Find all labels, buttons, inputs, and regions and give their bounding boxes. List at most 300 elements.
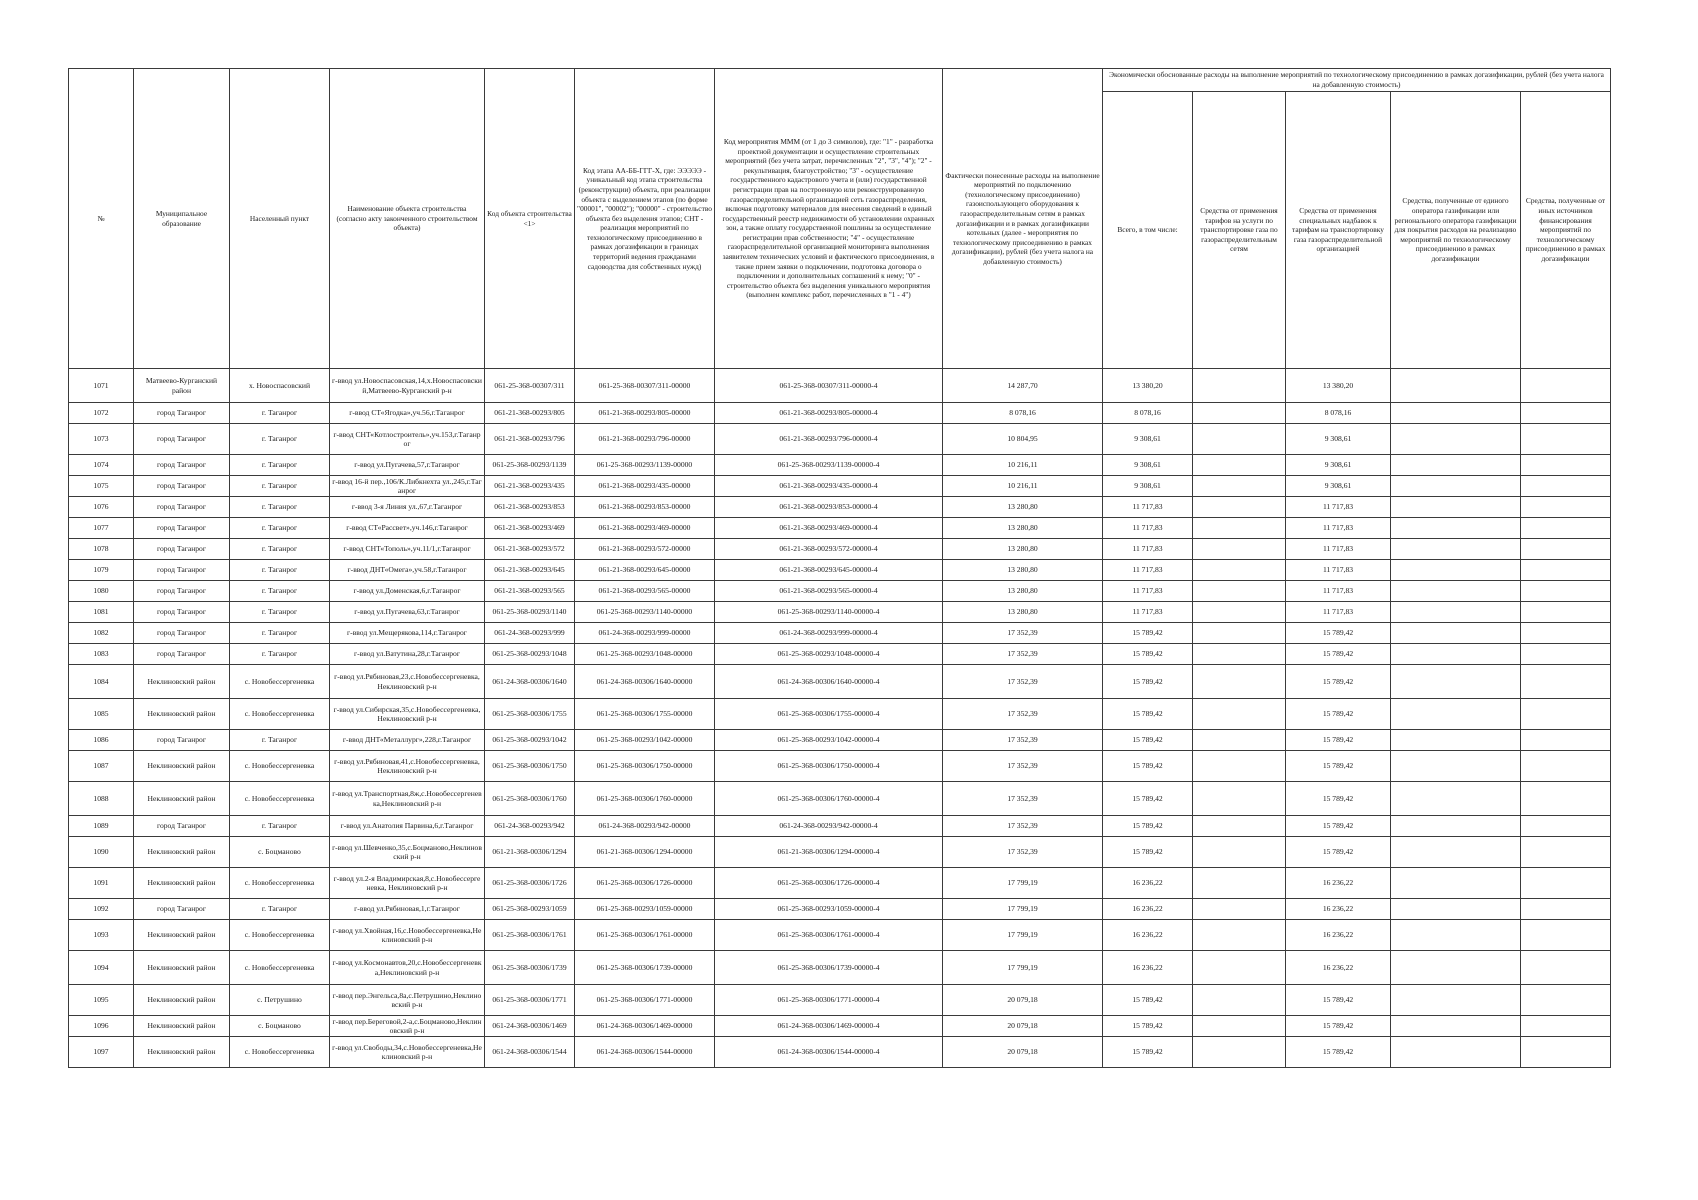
- stage-code-cell: 061-25-368-00306/1726-00000: [575, 868, 715, 899]
- operator-funds-cell: [1391, 424, 1521, 455]
- row-number: 1080: [69, 581, 134, 602]
- object-code-cell: 061-21-368-00293/565: [485, 581, 575, 602]
- surcharges-cell: 15 789,42: [1286, 1016, 1391, 1037]
- table-row: [69, 837, 1611, 868]
- object-code-cell: 061-25-368-00293/1042: [485, 730, 575, 751]
- other-sources-cell: [1521, 1016, 1611, 1037]
- object-name-cell: г-ввод ул.Анатолия Парвина,6,г.Таганрог: [330, 816, 485, 837]
- actual-costs-cell: 17 799,19: [943, 920, 1103, 951]
- table-row: [69, 424, 1611, 455]
- stage-code-cell: 061-24-368-00306/1640-00000: [575, 665, 715, 699]
- event-code-cell: 061-24-368-00306/1640-00000-4: [715, 665, 943, 699]
- tariffs-cell: [1193, 985, 1286, 1016]
- surcharges-cell: 13 380,20: [1286, 369, 1391, 403]
- total-cell: 15 789,42: [1103, 1037, 1193, 1068]
- actual-costs-cell: 10 216,11: [943, 476, 1103, 497]
- event-code-cell: 061-21-368-00293/565-00000-4: [715, 581, 943, 602]
- settlement-cell: г. Таганрог: [230, 403, 330, 424]
- row-number: 1093: [69, 920, 134, 951]
- object-code-cell: 061-21-368-00293/435: [485, 476, 575, 497]
- table-row: [69, 951, 1611, 985]
- object-name-cell: г-ввод пер.Энгельса,8а,с.Петрушино,Неклиновский р-н: [330, 985, 485, 1016]
- municipality-cell: Неклиновский район: [134, 782, 230, 816]
- actual-costs-cell: 17 352,39: [943, 699, 1103, 730]
- municipality-cell: город Таганрог: [134, 403, 230, 424]
- stage-code-cell: 061-21-368-00293/435-00000: [575, 476, 715, 497]
- municipality-cell: Неклиновский район: [134, 751, 230, 782]
- actual-costs-cell: 20 079,18: [943, 985, 1103, 1016]
- stage-code-cell: 061-25-368-00293/1042-00000: [575, 730, 715, 751]
- municipality-cell: город Таганрог: [134, 455, 230, 476]
- actual-costs-cell: 13 280,80: [943, 560, 1103, 581]
- other-sources-cell: [1521, 1037, 1611, 1068]
- row-number: 1095: [69, 985, 134, 1016]
- other-sources-cell: [1521, 476, 1611, 497]
- object-code-cell: 061-21-368-00293/572: [485, 539, 575, 560]
- total-cell: 15 789,42: [1103, 623, 1193, 644]
- settlement-cell: с. Новобессергеневка: [230, 951, 330, 985]
- operator-funds-cell: [1391, 644, 1521, 665]
- other-sources-cell: [1521, 644, 1611, 665]
- tariffs-cell: [1193, 899, 1286, 920]
- other-sources-cell: [1521, 699, 1611, 730]
- row-number: 1096: [69, 1016, 134, 1037]
- col-header-settlement: Населенный пункт: [230, 69, 330, 369]
- surcharges-cell: 9 308,61: [1286, 455, 1391, 476]
- operator-funds-cell: [1391, 518, 1521, 539]
- surcharges-cell: 11 717,83: [1286, 539, 1391, 560]
- municipality-cell: город Таганрог: [134, 518, 230, 539]
- tariffs-cell: [1193, 581, 1286, 602]
- municipality-cell: Неклиновский район: [134, 920, 230, 951]
- operator-funds-cell: [1391, 837, 1521, 868]
- tariffs-cell: [1193, 699, 1286, 730]
- stage-code-cell: 061-25-368-00293/1139-00000: [575, 455, 715, 476]
- table-row: [69, 560, 1611, 581]
- object-name-cell: г-ввод ул.Мещерякова,114,г.Таганрог: [330, 623, 485, 644]
- settlement-cell: г. Таганрог: [230, 476, 330, 497]
- tariffs-cell: [1193, 644, 1286, 665]
- document-sheet: [68, 68, 1610, 1068]
- table-row: [69, 665, 1611, 699]
- municipality-cell: Неклиновский район: [134, 868, 230, 899]
- object-name-cell: г-ввод ул.Ватутина,28,г.Таганрог: [330, 644, 485, 665]
- col-header-stage-code: Код этапа АА-ББ-ГГГ-Х, где: ЭЭЭЭЭ - уникальный код этапа строительства (реконструкции) объекта, при реализации объекта с выделением этапов (по форме "00001", "00002"); "00000" - строительство объекта без выделения этапов; СНТ - реализация мероприятий по технологическому присоединению в рамках догазификации в границах территорий ведения гражданами садоводства для собственных нужд): [575, 69, 715, 369]
- row-number: 1078: [69, 539, 134, 560]
- stage-code-cell: 061-24-368-00293/942-00000: [575, 816, 715, 837]
- operator-funds-cell: [1391, 985, 1521, 1016]
- stage-code-cell: 061-25-368-00307/311-00000: [575, 369, 715, 403]
- stage-code-cell: 061-21-368-00293/805-00000: [575, 403, 715, 424]
- settlement-cell: с. Новобессергеневка: [230, 868, 330, 899]
- operator-funds-cell: [1391, 868, 1521, 899]
- row-number: 1077: [69, 518, 134, 539]
- other-sources-cell: [1521, 602, 1611, 623]
- other-sources-cell: [1521, 951, 1611, 985]
- tariffs-cell: [1193, 920, 1286, 951]
- municipality-cell: Неклиновский район: [134, 665, 230, 699]
- tariffs-cell: [1193, 455, 1286, 476]
- col-header-actual-costs: Фактически понесенные расходы на выполнение мероприятий по подключению (технологическому присоединению) газоиспользующего оборудования к газораспределительным сетям в рамках догазификации и в рамках догазификации котельных (далее - мероприятия по технологическому присоединению в рамках догазификации), рублей (без учета налога на добавленную стоимость): [943, 69, 1103, 369]
- municipality-cell: город Таганрог: [134, 730, 230, 751]
- object-name-cell: г-ввод ул.Рябиновая,41,с.Новобессергеневка, Неклиновский р-н: [330, 751, 485, 782]
- event-code-cell: 061-25-368-00306/1726-00000-4: [715, 868, 943, 899]
- actual-costs-cell: 8 078,16: [943, 403, 1103, 424]
- row-number: 1087: [69, 751, 134, 782]
- object-code-cell: 061-21-368-00306/1294: [485, 837, 575, 868]
- event-code-cell: 061-25-368-00306/1761-00000-4: [715, 920, 943, 951]
- other-sources-cell: [1521, 497, 1611, 518]
- settlement-cell: с. Новобессергеневка: [230, 782, 330, 816]
- total-cell: 15 789,42: [1103, 751, 1193, 782]
- total-cell: 15 789,42: [1103, 985, 1193, 1016]
- stage-code-cell: 061-25-368-00306/1739-00000: [575, 951, 715, 985]
- row-number: 1091: [69, 868, 134, 899]
- operator-funds-cell: [1391, 1016, 1521, 1037]
- settlement-cell: г. Таганрог: [230, 518, 330, 539]
- object-name-cell: г-ввод ул.Свободы,34,с.Новобессергеневка,Неклиновский р-н: [330, 1037, 485, 1068]
- actual-costs-cell: 13 280,80: [943, 539, 1103, 560]
- operator-funds-cell: [1391, 899, 1521, 920]
- other-sources-cell: [1521, 518, 1611, 539]
- table-row: [69, 476, 1611, 497]
- tariffs-cell: [1193, 424, 1286, 455]
- other-sources-cell: [1521, 837, 1611, 868]
- tariffs-cell: [1193, 816, 1286, 837]
- object-name-cell: г-ввод ул.Космонавтов,20,с.Новобессергеневка,Неклиновский р-н: [330, 951, 485, 985]
- total-cell: 16 236,22: [1103, 951, 1193, 985]
- table-row: [69, 518, 1611, 539]
- tariffs-cell: [1193, 665, 1286, 699]
- table-row: [69, 751, 1611, 782]
- other-sources-cell: [1521, 403, 1611, 424]
- object-name-cell: г-ввод СНТ«Котлостроитель»,уч.153,г.Таганрог: [330, 424, 485, 455]
- total-cell: 13 380,20: [1103, 369, 1193, 403]
- total-cell: 15 789,42: [1103, 644, 1193, 665]
- event-code-cell: 061-24-368-00293/999-00000-4: [715, 623, 943, 644]
- municipality-cell: город Таганрог: [134, 560, 230, 581]
- stage-code-cell: 061-25-368-00306/1761-00000: [575, 920, 715, 951]
- table-row: [69, 497, 1611, 518]
- tariffs-cell: [1193, 782, 1286, 816]
- event-code-cell: 061-25-368-00306/1760-00000-4: [715, 782, 943, 816]
- tariffs-cell: [1193, 403, 1286, 424]
- col-header-tariffs: Средства от применения тарифов на услуги по транспортировке газа по газораспределительным сетям: [1193, 92, 1286, 369]
- operator-funds-cell: [1391, 403, 1521, 424]
- other-sources-cell: [1521, 560, 1611, 581]
- stage-code-cell: 061-24-368-00306/1469-00000: [575, 1016, 715, 1037]
- operator-funds-cell: [1391, 455, 1521, 476]
- object-name-cell: г-ввод 3-я Линия ул.,67,г.Таганрог: [330, 497, 485, 518]
- total-cell: 9 308,61: [1103, 455, 1193, 476]
- stage-code-cell: 061-25-368-00306/1755-00000: [575, 699, 715, 730]
- row-number: 1074: [69, 455, 134, 476]
- settlement-cell: с. Новобессергеневка: [230, 699, 330, 730]
- stage-code-cell: 061-21-368-00293/572-00000: [575, 539, 715, 560]
- object-name-cell: г-ввод СТ«Ягодка»,уч.56,г.Таганрог: [330, 403, 485, 424]
- costs-table: [68, 68, 1611, 1068]
- object-code-cell: 061-25-368-00306/1739: [485, 951, 575, 985]
- row-number: 1092: [69, 899, 134, 920]
- settlement-cell: с. Новобессергеневка: [230, 920, 330, 951]
- operator-funds-cell: [1391, 751, 1521, 782]
- object-code-cell: 061-25-368-00306/1760: [485, 782, 575, 816]
- row-number: 1076: [69, 497, 134, 518]
- tariffs-cell: [1193, 539, 1286, 560]
- total-cell: 11 717,83: [1103, 497, 1193, 518]
- municipality-cell: город Таганрог: [134, 424, 230, 455]
- col-header-other-sources: Средства, полученные от иных источников финансирования мероприятий по технологическому присоединению в рамках догазификации: [1521, 92, 1611, 369]
- object-code-cell: 061-25-368-00293/1059: [485, 899, 575, 920]
- settlement-cell: г. Таганрог: [230, 899, 330, 920]
- other-sources-cell: [1521, 455, 1611, 476]
- stage-code-cell: 061-21-368-00293/796-00000: [575, 424, 715, 455]
- object-code-cell: 061-25-368-00306/1755: [485, 699, 575, 730]
- settlement-cell: г. Таганрог: [230, 623, 330, 644]
- surcharges-cell: 15 789,42: [1286, 665, 1391, 699]
- row-number: 1083: [69, 644, 134, 665]
- row-number: 1097: [69, 1037, 134, 1068]
- row-number: 1072: [69, 403, 134, 424]
- other-sources-cell: [1521, 369, 1611, 403]
- object-name-cell: г-ввод ул.Хвойная,16,с.Новобессергеневка,Неклиновский р-н: [330, 920, 485, 951]
- actual-costs-cell: 17 352,39: [943, 644, 1103, 665]
- event-code-cell: 061-21-368-00293/469-00000-4: [715, 518, 943, 539]
- actual-costs-cell: 13 280,80: [943, 602, 1103, 623]
- stage-code-cell: 061-24-368-00293/999-00000: [575, 623, 715, 644]
- municipality-cell: город Таганрог: [134, 816, 230, 837]
- municipality-cell: Неклиновский район: [134, 837, 230, 868]
- table-row: [69, 602, 1611, 623]
- event-code-cell: 061-25-368-00306/1771-00000-4: [715, 985, 943, 1016]
- settlement-cell: г. Таганрог: [230, 424, 330, 455]
- table-row: [69, 699, 1611, 730]
- object-code-cell: 061-25-368-00293/1048: [485, 644, 575, 665]
- row-number: 1094: [69, 951, 134, 985]
- tariffs-cell: [1193, 730, 1286, 751]
- tariffs-cell: [1193, 751, 1286, 782]
- tariffs-cell: [1193, 951, 1286, 985]
- row-number: 1090: [69, 837, 134, 868]
- operator-funds-cell: [1391, 699, 1521, 730]
- table-row: [69, 730, 1611, 751]
- municipality-cell: Неклиновский район: [134, 1016, 230, 1037]
- stage-code-cell: 061-21-368-00293/469-00000: [575, 518, 715, 539]
- event-code-cell: 061-25-368-00293/1059-00000-4: [715, 899, 943, 920]
- event-code-cell: 061-21-368-00306/1294-00000-4: [715, 837, 943, 868]
- table-row: [69, 920, 1611, 951]
- object-name-cell: г-ввод ДНТ«Омега»,уч.58,г.Таганрог: [330, 560, 485, 581]
- other-sources-cell: [1521, 985, 1611, 1016]
- tariffs-cell: [1193, 476, 1286, 497]
- table-row: [69, 985, 1611, 1016]
- municipality-cell: город Таганрог: [134, 539, 230, 560]
- settlement-cell: г. Таганрог: [230, 581, 330, 602]
- other-sources-cell: [1521, 424, 1611, 455]
- tariffs-cell: [1193, 560, 1286, 581]
- object-code-cell: 061-21-368-00293/853: [485, 497, 575, 518]
- table-row: [69, 623, 1611, 644]
- total-cell: 16 236,22: [1103, 868, 1193, 899]
- object-code-cell: 061-25-368-00293/1140: [485, 602, 575, 623]
- settlement-cell: с. Петрушино: [230, 985, 330, 1016]
- table-row: [69, 1016, 1611, 1037]
- event-code-cell: 061-25-368-00293/1042-00000-4: [715, 730, 943, 751]
- event-code-cell: 061-21-368-00293/572-00000-4: [715, 539, 943, 560]
- tariffs-cell: [1193, 623, 1286, 644]
- other-sources-cell: [1521, 539, 1611, 560]
- object-code-cell: 061-25-368-00307/311: [485, 369, 575, 403]
- table-row: [69, 816, 1611, 837]
- row-number: 1086: [69, 730, 134, 751]
- object-name-cell: г-ввод ул.Сибирская,35,с.Новобессергеневка, Неклиновский р-н: [330, 699, 485, 730]
- row-number: 1071: [69, 369, 134, 403]
- col-header-num: №: [69, 69, 134, 369]
- object-code-cell: 061-24-368-00293/942: [485, 816, 575, 837]
- operator-funds-cell: [1391, 497, 1521, 518]
- municipality-cell: Неклиновский район: [134, 951, 230, 985]
- settlement-cell: с. Новобессергеневка: [230, 665, 330, 699]
- total-cell: 9 308,61: [1103, 476, 1193, 497]
- event-code-cell: 061-25-368-00293/1048-00000-4: [715, 644, 943, 665]
- actual-costs-cell: 17 352,39: [943, 816, 1103, 837]
- tariffs-cell: [1193, 602, 1286, 623]
- operator-funds-cell: [1391, 730, 1521, 751]
- event-code-cell: 061-25-368-00306/1755-00000-4: [715, 699, 943, 730]
- object-name-cell: г-ввод пер.Береговой,2-а,с.Боцманово,Неклиновский р-н: [330, 1016, 485, 1037]
- object-code-cell: 061-24-368-00293/999: [485, 623, 575, 644]
- object-code-cell: 061-24-368-00306/1544: [485, 1037, 575, 1068]
- operator-funds-cell: [1391, 1037, 1521, 1068]
- stage-code-cell: 061-24-368-00306/1544-00000: [575, 1037, 715, 1068]
- object-name-cell: г-ввод ул.Рябиновая,1,г.Таганрог: [330, 899, 485, 920]
- surcharges-cell: 11 717,83: [1286, 602, 1391, 623]
- municipality-cell: город Таганрог: [134, 602, 230, 623]
- table-row: [69, 539, 1611, 560]
- col-header-surcharges: Средства от применения специальных надбавок к тарифам на транспортировку газа газораспределительной организацией: [1286, 92, 1391, 369]
- operator-funds-cell: [1391, 665, 1521, 699]
- event-code-cell: 061-21-368-00293/645-00000-4: [715, 560, 943, 581]
- surcharges-cell: 15 789,42: [1286, 816, 1391, 837]
- surcharges-cell: 16 236,22: [1286, 868, 1391, 899]
- other-sources-cell: [1521, 581, 1611, 602]
- table-row: [69, 644, 1611, 665]
- actual-costs-cell: 17 352,39: [943, 782, 1103, 816]
- row-number: 1081: [69, 602, 134, 623]
- actual-costs-cell: 17 799,19: [943, 951, 1103, 985]
- surcharges-cell: 16 236,22: [1286, 920, 1391, 951]
- total-cell: 11 717,83: [1103, 602, 1193, 623]
- row-number: 1075: [69, 476, 134, 497]
- object-code-cell: 061-21-368-00293/645: [485, 560, 575, 581]
- object-name-cell: г-ввод СТ«Рассвет»,уч.146,г.Таганрог: [330, 518, 485, 539]
- municipality-cell: город Таганрог: [134, 644, 230, 665]
- object-code-cell: 061-25-368-00306/1761: [485, 920, 575, 951]
- surcharges-cell: 16 236,22: [1286, 899, 1391, 920]
- object-name-cell: г-ввод ул.2-я Владимирская,8,с.Новобессергеневка, Неклиновский р-н: [330, 868, 485, 899]
- other-sources-cell: [1521, 782, 1611, 816]
- col-header-total: Всего, в том числе:: [1103, 92, 1193, 369]
- municipality-cell: город Таганрог: [134, 497, 230, 518]
- surcharges-cell: 9 308,61: [1286, 476, 1391, 497]
- surcharges-cell: 15 789,42: [1286, 782, 1391, 816]
- actual-costs-cell: 10 216,11: [943, 455, 1103, 476]
- object-name-cell: г-ввод ул.Новоспасовская,14,х.Новоспасовский,Матвеево-Курганский р-н: [330, 369, 485, 403]
- other-sources-cell: [1521, 665, 1611, 699]
- tariffs-cell: [1193, 1016, 1286, 1037]
- actual-costs-cell: 17 352,39: [943, 665, 1103, 699]
- total-cell: 15 789,42: [1103, 665, 1193, 699]
- total-cell: 16 236,22: [1103, 899, 1193, 920]
- object-name-cell: г-ввод 16-й пер.,106/К.Либкнехта ул.,245,г.Таганрог: [330, 476, 485, 497]
- settlement-cell: г. Таганрог: [230, 455, 330, 476]
- object-code-cell: 061-25-368-00306/1771: [485, 985, 575, 1016]
- settlement-cell: г. Таганрог: [230, 539, 330, 560]
- header-row-top: [69, 69, 1611, 92]
- stage-code-cell: 061-25-368-00306/1750-00000: [575, 751, 715, 782]
- settlement-cell: г. Таганрог: [230, 644, 330, 665]
- event-code-cell: 061-25-368-00307/311-00000-4: [715, 369, 943, 403]
- municipality-cell: Матвеево-Курганский район: [134, 369, 230, 403]
- operator-funds-cell: [1391, 920, 1521, 951]
- object-name-cell: г-ввод СНТ«Тополь»,уч.11/1,г.Таганрог: [330, 539, 485, 560]
- surcharges-cell: 15 789,42: [1286, 644, 1391, 665]
- object-name-cell: г-ввод ДНТ«Металлург»,228,г.Таганрог: [330, 730, 485, 751]
- object-name-cell: г-ввод ул.Рябиновая,23,с.Новобессергеневка, Неклиновский р-н: [330, 665, 485, 699]
- tariffs-cell: [1193, 497, 1286, 518]
- stage-code-cell: 061-21-368-00293/645-00000: [575, 560, 715, 581]
- municipality-cell: город Таганрог: [134, 623, 230, 644]
- object-code-cell: 061-21-368-00293/469: [485, 518, 575, 539]
- settlement-cell: с. Боцманово: [230, 1016, 330, 1037]
- tariffs-cell: [1193, 837, 1286, 868]
- settlement-cell: с. Новобессергеневка: [230, 1037, 330, 1068]
- surcharges-cell: 15 789,42: [1286, 837, 1391, 868]
- object-name-cell: г-ввод ул.Транспортная,8ж,с.Новобессергеневка,Неклиновский р-н: [330, 782, 485, 816]
- object-code-cell: 061-24-368-00306/1469: [485, 1016, 575, 1037]
- row-number: 1089: [69, 816, 134, 837]
- surcharges-cell: 15 789,42: [1286, 623, 1391, 644]
- stage-code-cell: 061-25-368-00293/1140-00000: [575, 602, 715, 623]
- actual-costs-cell: 14 287,70: [943, 369, 1103, 403]
- event-code-cell: 061-24-368-00293/942-00000-4: [715, 816, 943, 837]
- actual-costs-cell: 17 352,39: [943, 751, 1103, 782]
- tariffs-cell: [1193, 518, 1286, 539]
- settlement-cell: г. Таганрог: [230, 602, 330, 623]
- event-code-cell: 061-24-368-00306/1469-00000-4: [715, 1016, 943, 1037]
- total-cell: 11 717,83: [1103, 539, 1193, 560]
- col-header-object-code: Код объекта строительства <1>: [485, 69, 575, 369]
- other-sources-cell: [1521, 751, 1611, 782]
- actual-costs-cell: 20 079,18: [943, 1016, 1103, 1037]
- table-row: [69, 455, 1611, 476]
- col-header-event-code: Код мероприятия МММ (от 1 до 3 символов), где: "1" - разработка проектной документации и осуществление строительных мероприятий (без учета затрат, перечисленных "2", "3", "4"); "2" - рекультивация, благоустройство; "3" - осуществление государственного кадастрового учета и (или) государственной регистрации прав на построенную или реконструированную газораспределительной организацией сеть газораспределения, включая подготовку материалов для внесения сведений в единый государственный реестр недвижимости об установлении охранных зон, а также оплату государственной пошлины за осуществление регистрации прав собственности; "4" - осуществление газораспределительной организацией мониторинга выполнения заявителем технических условий и фактического присоединения, в также прием заявки о подключении, подготовка договора о подключении и дополнительных соглашений к нему; "0" - строительство объекта без выделения уникального мероприятия (выполнен комплекс работ, перечисленных в "1 - 4"): [715, 69, 943, 369]
- object-name-cell: г-ввод ул.Шевченко,35,с.Боцманово,Неклиновский р-н: [330, 837, 485, 868]
- tariffs-cell: [1193, 1037, 1286, 1068]
- stage-code-cell: 061-21-368-00293/853-00000: [575, 497, 715, 518]
- other-sources-cell: [1521, 920, 1611, 951]
- object-code-cell: 061-24-368-00306/1640: [485, 665, 575, 699]
- col-header-econ-group: Экономически обоснованные расходы на выполнение мероприятий по технологическому присоединению в рамках догазификации, рублей (без учета налога на добавленную стоимость): [1103, 69, 1611, 92]
- total-cell: 9 308,61: [1103, 424, 1193, 455]
- actual-costs-cell: 13 280,80: [943, 581, 1103, 602]
- object-code-cell: 061-21-368-00293/805: [485, 403, 575, 424]
- operator-funds-cell: [1391, 951, 1521, 985]
- operator-funds-cell: [1391, 560, 1521, 581]
- municipality-cell: город Таганрог: [134, 581, 230, 602]
- actual-costs-cell: 17 799,19: [943, 899, 1103, 920]
- operator-funds-cell: [1391, 539, 1521, 560]
